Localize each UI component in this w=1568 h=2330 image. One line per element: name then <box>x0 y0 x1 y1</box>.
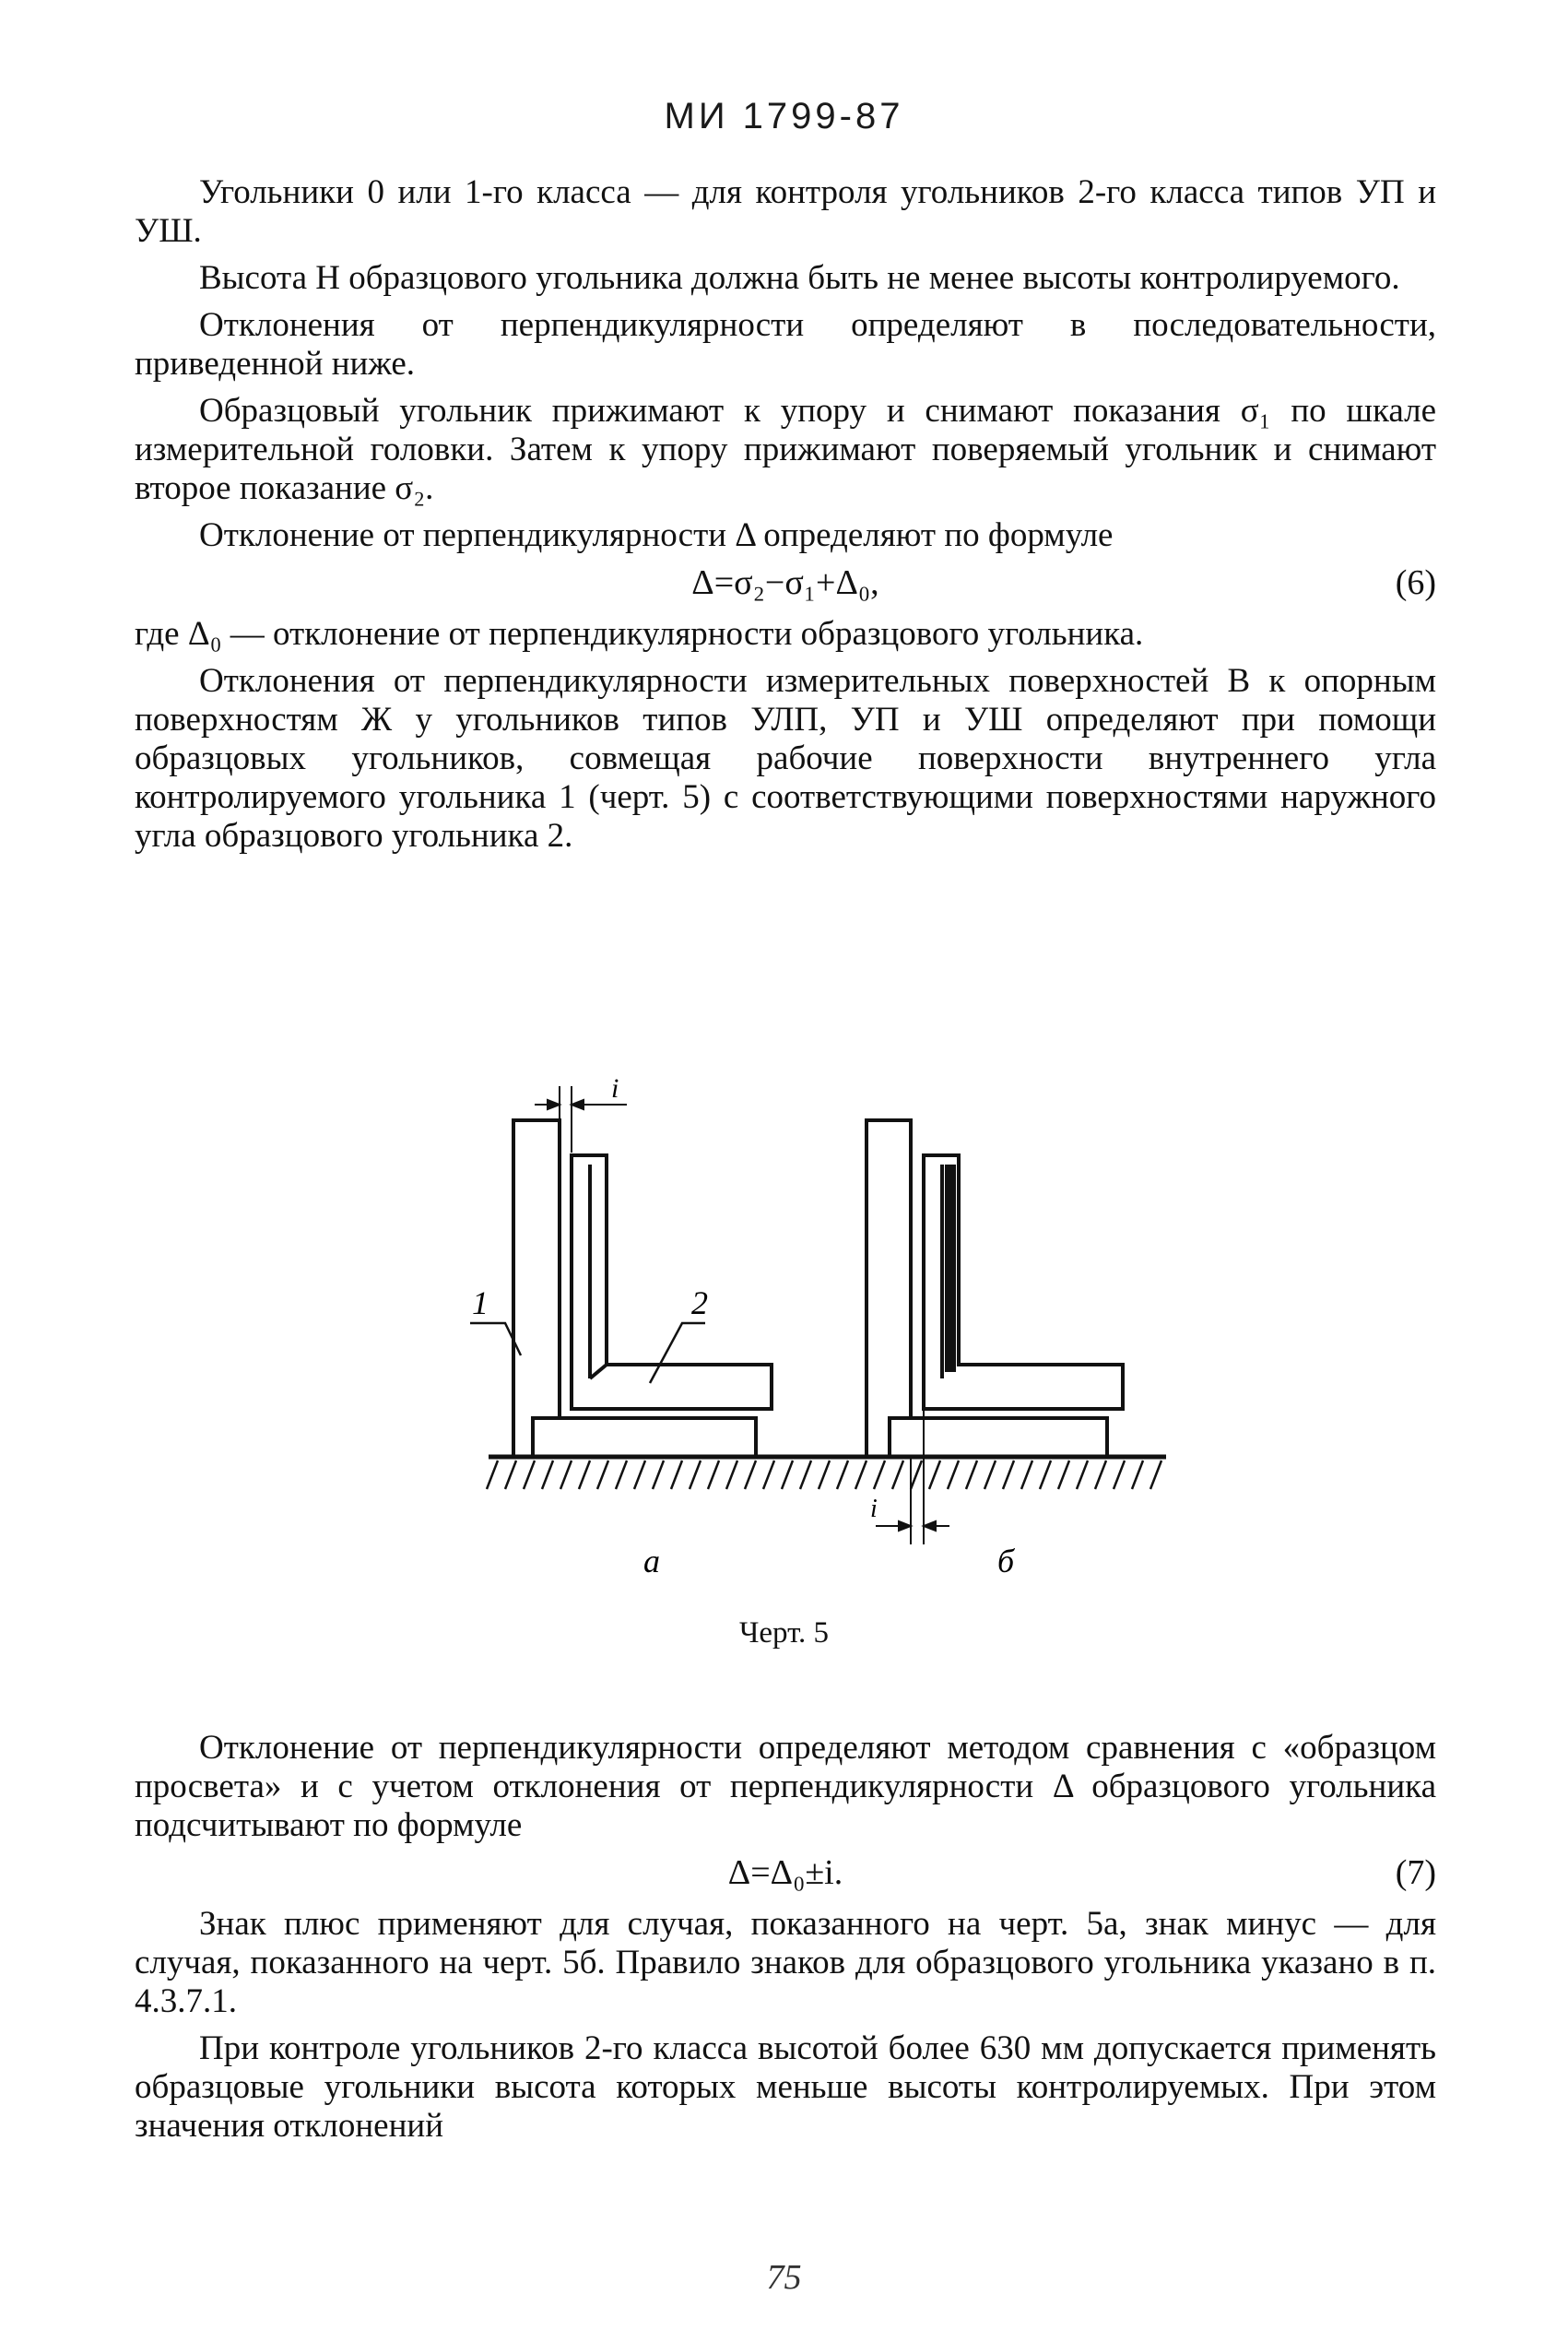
paragraph-height: Высота H образцового угольника должна быть не менее высоты контролируемого. <box>199 259 1400 297</box>
paragraph-classes: Угольники 0 или 1-го класса — для контроля угольников 2-го класса типов УП и УШ. <box>135 173 1436 250</box>
label-b: б <box>997 1543 1015 1579</box>
formula-6: Δ=σ₂−σ₁+Δ₀, <box>691 563 879 602</box>
label-a: а <box>643 1543 660 1579</box>
paragraph-readings: Образцовый угольник прижимают к упору и снимают показания σ₁ по шкале измерительной головки. Затем к упору прижимают поверяемый угольник и снимают второе показание σ₂. <box>135 392 1436 507</box>
bottom-text-block <box>135 1729 1436 2154</box>
figure-5-drawing <box>0 1060 1568 1614</box>
label-2: 2 <box>691 1284 708 1321</box>
paragraph-sequence: Отклонения от перпендикулярности определяют в последовательности, приведенной ниже. <box>135 306 1436 383</box>
formula-7-row <box>135 1853 1436 1899</box>
formula-6-row <box>135 563 1436 609</box>
formula-7-number: (7) <box>1395 1853 1436 1892</box>
paragraph-large-squares: При контроле угольников 2-го класса высотой более 630 мм допускается применять образцовые угольники высота которых меньше высоты контролируемых. При этом значения отклонений <box>135 2029 1436 2145</box>
base-block-a <box>533 1418 756 1457</box>
figure-5 <box>0 1060 1568 1678</box>
label-i-top: i <box>611 1073 619 1104</box>
figure-caption: Черт. 5 <box>738 1616 830 1650</box>
square-1-vertical <box>513 1120 560 1457</box>
paragraph-where: где Δ₀ — отклонение от перпендикулярности образцового угольника. <box>135 615 1144 653</box>
page-number: 75 <box>766 2258 802 2297</box>
formula-6-number: (6) <box>1395 563 1436 602</box>
paragraph-comparison: Отклонение от перпендикулярности определяют методом сравнения с «образцом просвета» и с учетом отклонения от перпендикулярности Δ образцового угольника подсчитывают по формуле <box>135 1729 1436 1844</box>
paragraph-formula-intro: Отклонение от перпендикулярности Δ определяют по формуле <box>199 516 1114 554</box>
document-header: МИ 1799-87 <box>664 96 904 136</box>
paragraph-sign-rule: Знак плюс применяют для случая, показанного на черт. 5а, знак минус — для случая, показанного на черт. 5б. Правило знаков для образцового угольника указано в п. 4.3.7.1. <box>135 1905 1436 2020</box>
formula-7: Δ=Δ₀±i. <box>727 1853 843 1892</box>
base-block-b <box>890 1418 1107 1457</box>
paragraph-method: Отклонения от перпендикулярности измерительных поверхностей B к опорным поверхностям Ж у угольников типов УЛП, УП и УШ определяют при помощи образцовых угольников, совмещая рабочие поверхности внутреннего угла контролируемого угольника 1 (черт. 5) с соответствующими поверхностями наружного угла образцового угольника 2. <box>135 662 1436 855</box>
label-1: 1 <box>472 1284 489 1321</box>
top-text-block <box>135 173 1436 864</box>
ground-hatching <box>487 1461 1161 1489</box>
square-b-vertical <box>867 1120 911 1457</box>
label-i-bottom: i <box>870 1495 878 1523</box>
square-2-b-gap-fill <box>945 1165 956 1372</box>
